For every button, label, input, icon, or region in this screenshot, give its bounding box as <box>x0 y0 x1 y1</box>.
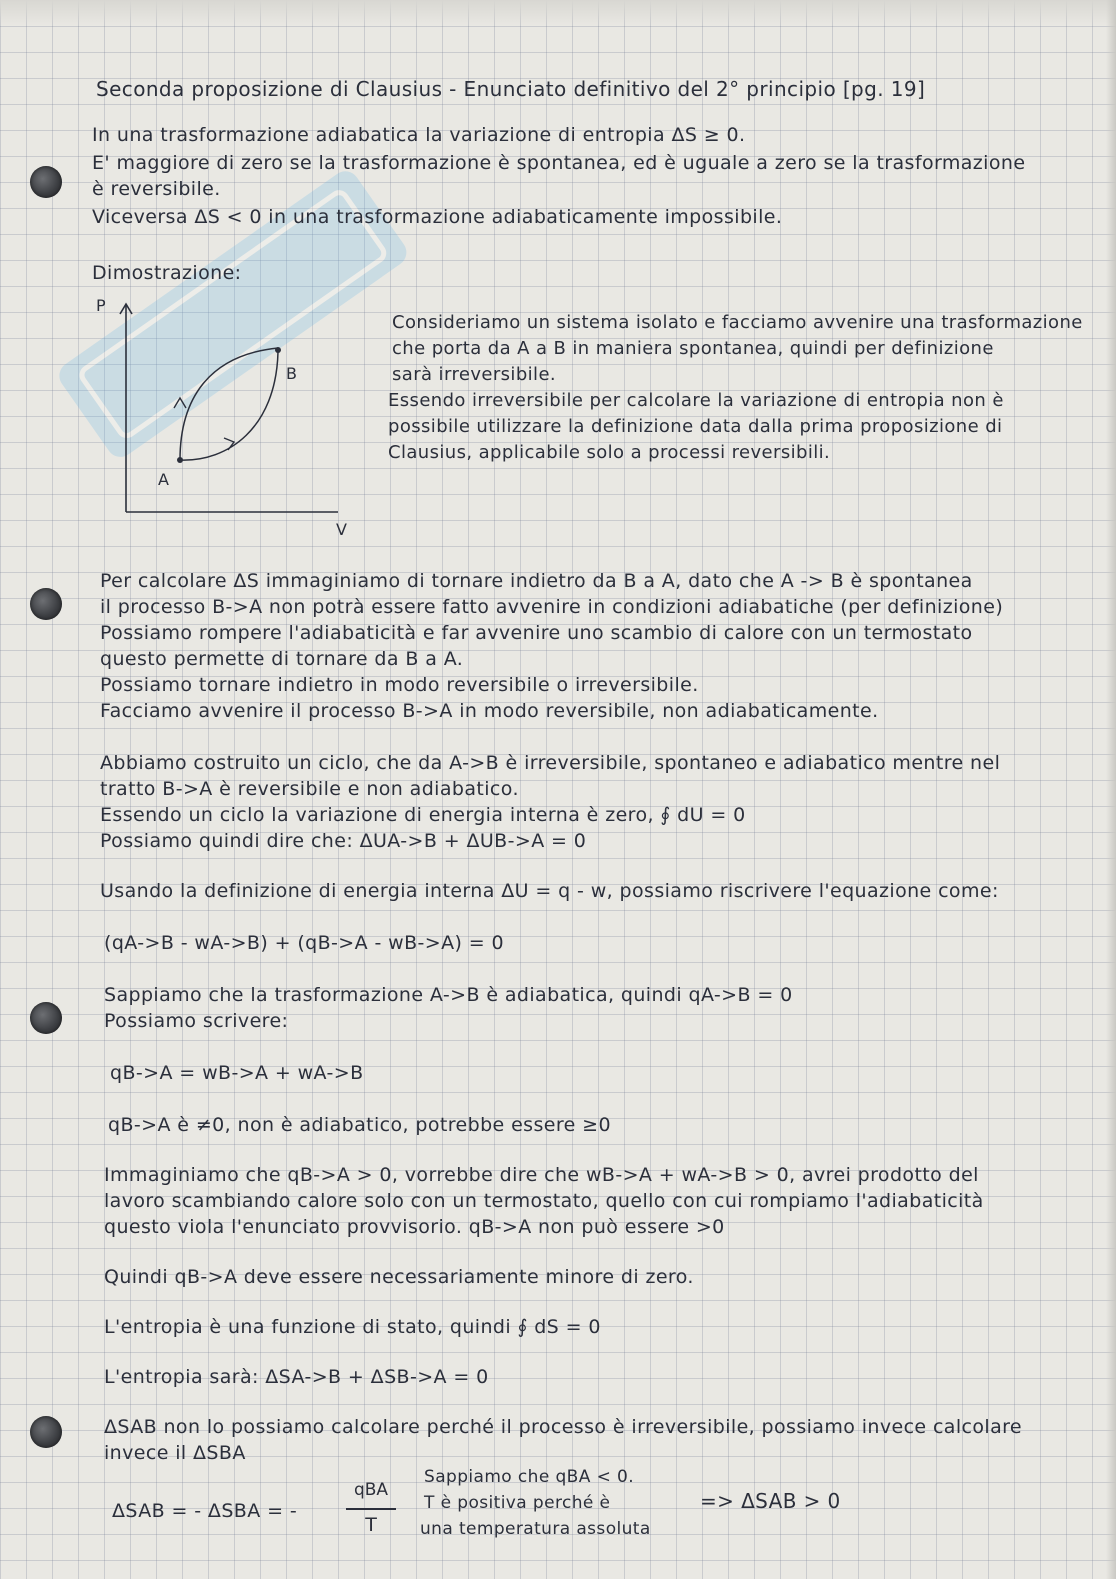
lower-path-curve <box>180 352 278 460</box>
final-paragraph-line: ΔSAB non lo possiamo calcolare perché il processo è irreversibile, possiamo invece calcolare <box>104 1416 1022 1438</box>
return-line: Per calcolare ΔS immaginiamo di tornare indietro da B a A, dato che A -> B è spontanea <box>100 570 973 592</box>
final-paragraph-line: invece il ΔSBA <box>104 1442 246 1464</box>
statement-line: E' maggiore di zero se la trasformazione è spontanea, ed è uguale a zero se la trasformazione <box>92 152 1026 174</box>
not-zero-line: qB->A è ≠0, non è adiabatico, potrebbe essere ≥0 <box>108 1114 611 1136</box>
proof-heading: Dimostrazione: <box>92 262 242 284</box>
cycle-line: Abbiamo costruito un ciclo, che da A->B è irreversibile, spontaneo e adiabatico mentre nel <box>100 752 1001 774</box>
y-axis-label: P <box>96 296 106 315</box>
adiabatic-line: Possiamo scrivere: <box>104 1010 289 1032</box>
state-function-line: L'entropia è una funzione di stato, quindi ∮ dS = 0 <box>104 1316 601 1338</box>
statement-line: In una trasformazione adiabatica la variazione di entropia ΔS ≥ 0. <box>92 124 746 146</box>
final-note-line: T è positiva perché è <box>424 1493 611 1513</box>
pv-diagram <box>88 290 358 540</box>
binder-hole <box>30 588 62 620</box>
upper-direction-arrow <box>174 398 186 408</box>
lower-direction-arrow <box>224 438 234 450</box>
point-a-marker <box>177 457 183 463</box>
final-note-line: una temperatura assoluta <box>420 1519 651 1539</box>
point-b-label: B <box>286 364 297 383</box>
statement-line: Viceversa ΔS < 0 in una trasformazione adiabaticamente impossibile. <box>92 206 783 228</box>
fraction-denominator: T <box>365 1514 377 1536</box>
graph-text-line: che porta da A a B in maniera spontanea, quindi per definizione <box>392 338 994 359</box>
fraction-q-over-t <box>340 1478 402 1538</box>
return-line: il processo B->A non potrà essere fatto avvenire in condizioni adiabatiche (per definizione) <box>100 596 1004 618</box>
point-b-marker <box>275 347 281 353</box>
graph-text-line: Clausius, applicabile solo a processi reversibili. <box>388 442 831 463</box>
internal-energy-line: Usando la definizione di energia interna ΔU = q - w, possiamo riscrivere l'equazione come: <box>100 880 999 902</box>
statement-line: è reversibile. <box>92 178 221 200</box>
imagine-line: Immaginiamo che qB->A > 0, vorrebbe dire che wB->A + wA->B > 0, avrei prodotto del <box>104 1164 979 1186</box>
cycle-line: tratto B->A è reversibile e non adiabatico. <box>100 778 519 800</box>
final-note-line: Sappiamo che qBA < 0. <box>424 1467 635 1487</box>
binder-hole <box>30 1002 62 1034</box>
page-title: Seconda proposizione di Clausius - Enunciato definitivo del 2° principio [pg. 19] <box>96 77 926 101</box>
conclusion-q-line: Quindi qB->A deve essere necessariamente minore di zero. <box>104 1266 694 1288</box>
point-a-label: A <box>158 470 169 489</box>
graph-text-line: Consideriamo un sistema isolato e facciamo avvenire una trasformazione <box>392 312 1083 333</box>
cycle-line: Possiamo quindi dire che: ΔUA->B + ΔUB->A = 0 <box>100 830 587 852</box>
fraction-bar <box>346 1508 396 1510</box>
equation-2: qB->A = wB->A + wA->B <box>110 1062 364 1084</box>
graph-text-line: possibile utilizzare la definizione data dalla prima proposizione di <box>388 416 1003 437</box>
cycle-line: Essendo un ciclo la variazione di energia interna è zero, ∮ dU = 0 <box>100 804 746 826</box>
pv-diagram-svg <box>88 290 358 540</box>
page-top-shadow <box>0 0 1116 26</box>
return-line: questo permette di tornare da B a A. <box>100 648 464 670</box>
graph-text-line: sarà irreversibile. <box>392 364 557 385</box>
adiabatic-line: Sappiamo che la trasformazione A->B è adiabatica, quindi qA->B = 0 <box>104 984 793 1006</box>
return-line: Possiamo tornare indietro in modo reversibile o irreversibile. <box>100 674 699 696</box>
final-equation-lhs: ΔSAB = - ΔSBA = - <box>112 1500 298 1522</box>
return-line: Facciamo avvenire il processo B->A in modo reversibile, non adiabaticamente. <box>100 700 879 722</box>
fraction-numerator: qBA <box>353 1480 389 1500</box>
page-right-shadow <box>1106 0 1116 1579</box>
graph-text-line: Essendo irreversibile per calcolare la variazione di entropia non è <box>388 390 1004 411</box>
return-line: Possiamo rompere l'adiabaticità e far avvenire uno scambio di calore con un termostato <box>100 622 973 644</box>
binder-hole <box>30 1416 62 1448</box>
imagine-line: lavoro scambiando calore solo con un termostato, quello con cui rompiamo l'adiabaticità <box>104 1190 984 1212</box>
final-result: => ΔSAB > 0 <box>700 1489 841 1513</box>
x-axis-label: V <box>336 520 347 539</box>
equation-1: (qA->B - wA->B) + (qB->A - wB->A) = 0 <box>104 932 505 954</box>
imagine-line: questo viola l'enunciato provvisorio. qB->A non può essere >0 <box>104 1216 725 1238</box>
binder-hole <box>30 166 62 198</box>
upper-path-curve <box>180 348 278 460</box>
entropy-sum-line: L'entropia sarà: ΔSA->B + ΔSB->A = 0 <box>104 1366 489 1388</box>
